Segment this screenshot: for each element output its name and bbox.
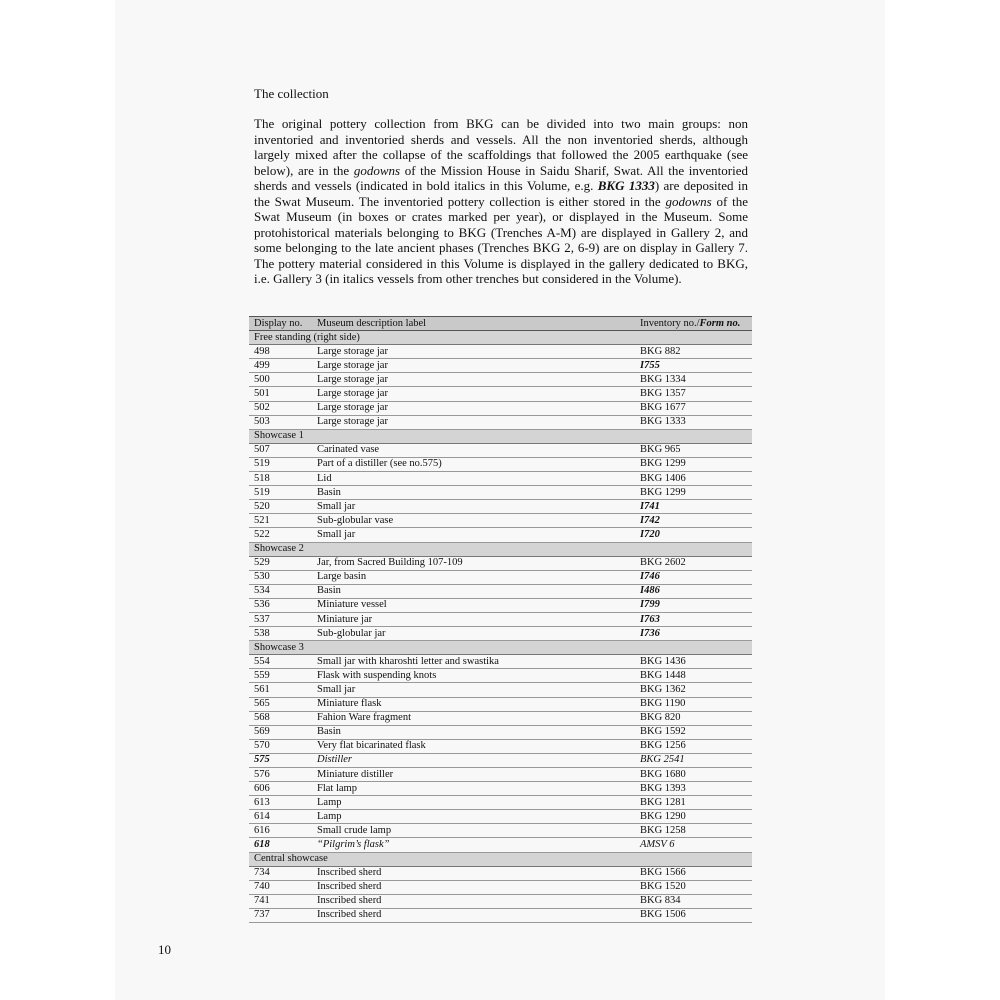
table-row xyxy=(249,697,752,711)
table-row xyxy=(249,838,752,852)
description-cell: Large storage jar xyxy=(312,401,635,415)
table-row xyxy=(249,598,752,612)
display-no-cell: 561 xyxy=(249,683,312,697)
display-no-cell: 575 xyxy=(249,753,312,767)
inventory-no-cell: BKG 1258 xyxy=(635,824,752,838)
description-cell: Miniature jar xyxy=(312,612,635,626)
table-row xyxy=(249,739,752,753)
display-no-cell: 521 xyxy=(249,514,312,528)
table-row xyxy=(249,500,752,514)
table-row xyxy=(249,866,752,880)
table-row xyxy=(249,753,752,767)
description-cell: Flat lamp xyxy=(312,782,635,796)
inventory-no-cell: BKG 2541 xyxy=(635,753,752,767)
description-cell: Lamp xyxy=(312,810,635,824)
header-museum-label: Museum description label xyxy=(312,317,635,331)
inventory-no-cell: I746 xyxy=(635,570,752,584)
description-cell: Very flat bicarinated flask xyxy=(312,739,635,753)
inventory-no-cell: BKG 1680 xyxy=(635,768,752,782)
display-no-cell: 498 xyxy=(249,345,312,359)
inventory-no-cell: BKG 1281 xyxy=(635,796,752,810)
header-inventory-text: Inventory no./ xyxy=(640,317,700,329)
group-title: Showcase 2 xyxy=(249,542,752,556)
table-row xyxy=(249,768,752,782)
para-text-4: of the Swat Museum (in boxes or crates marked per year), or displayed in the Museum. Some protohistorical materials belonging to BKG (Trenches A-M) are displayed in Gallery 2, and some belonging to the late ancient phases (Trenches BKG 2, 6-9) are on display in Gallery 7. The pottery material considered in this Volume is displayed in the gallery dedicated to BKG, i.e. Gallery 3 (in italics vessels from other trenches but considered in the Volume). xyxy=(254,193,749,286)
table-row xyxy=(249,711,752,725)
para-italic-godowns-2: godowns xyxy=(665,193,712,209)
table-group-row xyxy=(249,641,752,655)
group-title: Showcase 1 xyxy=(249,429,752,443)
para-text-2: of the Mission House in Saidu Sharif, Swat. All the inventoried sherds and vessels (indicated in bold italics in this Volume, e.g. xyxy=(254,162,748,193)
table-row xyxy=(249,387,752,401)
table-row xyxy=(249,810,752,824)
header-display-no: Display no. xyxy=(249,317,312,331)
table-row xyxy=(249,796,752,810)
table-group-row xyxy=(249,331,752,345)
description-cell: Flask with suspending knots xyxy=(312,669,635,683)
description-cell: Small jar xyxy=(312,683,635,697)
inventory-no-cell: BKG 1677 xyxy=(635,401,752,415)
inventory-no-cell: BKG 1256 xyxy=(635,739,752,753)
display-no-cell: 606 xyxy=(249,782,312,796)
description-cell: Sub-globular jar xyxy=(312,627,635,641)
display-no-cell: 522 xyxy=(249,528,312,542)
display-no-cell: 569 xyxy=(249,725,312,739)
display-no-cell: 559 xyxy=(249,669,312,683)
inventory-no-cell: BKG 1290 xyxy=(635,810,752,824)
inventory-no-cell: BKG 834 xyxy=(635,894,752,908)
description-cell: Miniature vessel xyxy=(312,598,635,612)
description-cell: Carinated vase xyxy=(312,443,635,457)
description-cell: Large storage jar xyxy=(312,359,635,373)
display-no-cell: 734 xyxy=(249,866,312,880)
inventory-no-cell: BKG 1448 xyxy=(635,669,752,683)
table-row xyxy=(249,514,752,528)
table-body xyxy=(249,331,752,923)
description-cell: Inscribed sherd xyxy=(312,880,635,894)
description-cell: Small jar xyxy=(312,528,635,542)
inventory-no-cell: BKG 965 xyxy=(635,443,752,457)
inventory-no-cell: BKG 1506 xyxy=(635,908,752,922)
table-row xyxy=(249,443,752,457)
table-group-row xyxy=(249,429,752,443)
inventory-no-cell: I799 xyxy=(635,598,752,612)
display-no-cell: 618 xyxy=(249,838,312,852)
description-cell: “Pilgrim’s flask” xyxy=(312,838,635,852)
display-no-cell: 501 xyxy=(249,387,312,401)
description-cell: Miniature flask xyxy=(312,697,635,711)
inventory-no-cell: BKG 1333 xyxy=(635,415,752,429)
display-no-cell: 518 xyxy=(249,472,312,486)
inventory-no-cell: BKG 882 xyxy=(635,345,752,359)
display-no-cell: 613 xyxy=(249,796,312,810)
intro-paragraph xyxy=(254,116,748,287)
description-cell: Large basin xyxy=(312,570,635,584)
table-group-row xyxy=(249,852,752,866)
description-cell: Fahion Ware fragment xyxy=(312,711,635,725)
display-no-cell: 740 xyxy=(249,880,312,894)
table-row xyxy=(249,655,752,669)
display-no-cell: 565 xyxy=(249,697,312,711)
inventory-no-cell: BKG 1406 xyxy=(635,472,752,486)
table-row xyxy=(249,627,752,641)
header-inventory-no xyxy=(635,317,752,331)
inventory-no-cell: BKG 1592 xyxy=(635,725,752,739)
inventory-no-cell: BKG 1362 xyxy=(635,683,752,697)
description-cell: Inscribed sherd xyxy=(312,866,635,880)
description-cell: Basin xyxy=(312,486,635,500)
table-row xyxy=(249,345,752,359)
display-no-cell: 616 xyxy=(249,824,312,838)
inventory-no-cell: BKG 1566 xyxy=(635,866,752,880)
display-no-cell: 538 xyxy=(249,627,312,641)
table-row xyxy=(249,584,752,598)
table-row xyxy=(249,528,752,542)
inventory-no-cell: BKG 1436 xyxy=(635,655,752,669)
display-no-cell: 576 xyxy=(249,768,312,782)
inventory-no-cell: BKG 1299 xyxy=(635,457,752,471)
inventory-no-cell: I720 xyxy=(635,528,752,542)
para-bold-italic-example: BKG 1333 xyxy=(597,178,655,193)
display-no-cell: 614 xyxy=(249,810,312,824)
header-form-text: Form no. xyxy=(699,317,741,329)
inventory-no-cell: I763 xyxy=(635,612,752,626)
inventory-no-cell: I755 xyxy=(635,359,752,373)
group-title: Central showcase xyxy=(249,852,752,866)
description-cell: Large storage jar xyxy=(312,373,635,387)
description-cell: Inscribed sherd xyxy=(312,894,635,908)
table-row xyxy=(249,415,752,429)
table-row xyxy=(249,782,752,796)
table-row xyxy=(249,894,752,908)
display-no-cell: 568 xyxy=(249,711,312,725)
display-table xyxy=(249,316,752,923)
section-heading: The collection xyxy=(254,86,329,101)
table-row xyxy=(249,570,752,584)
description-cell: Lid xyxy=(312,472,635,486)
table-row xyxy=(249,373,752,387)
inventory-no-cell: BKG 820 xyxy=(635,711,752,725)
display-no-cell: 507 xyxy=(249,443,312,457)
description-cell: Distiller xyxy=(312,753,635,767)
description-cell: Small jar xyxy=(312,500,635,514)
display-no-cell: 502 xyxy=(249,401,312,415)
display-no-cell: 503 xyxy=(249,415,312,429)
page-number: 10 xyxy=(158,942,171,957)
table-row xyxy=(249,612,752,626)
table-row xyxy=(249,824,752,838)
table-row xyxy=(249,683,752,697)
table-row xyxy=(249,359,752,373)
para-text-3: ) are deposited in the Swat Museum. The inventoried pottery collection is either stored in the xyxy=(254,178,748,209)
inventory-no-cell: BKG 1299 xyxy=(635,486,752,500)
inventory-no-cell: I742 xyxy=(635,514,752,528)
description-cell: Part of a distiller (see no.575) xyxy=(312,457,635,471)
inventory-no-cell: I736 xyxy=(635,627,752,641)
inventory-no-cell: BKG 1520 xyxy=(635,880,752,894)
display-no-cell: 537 xyxy=(249,612,312,626)
para-text-1: The original pottery collection from BKG can be divided into two main groups: non inventoried and inventoried sherds and vessels. All the non inventoried sherds, although largely mixed after the collapse of the scaffoldings that followed the 2005 earthquake (see below), are in the xyxy=(254,116,748,178)
inventory-no-cell: BKG 1393 xyxy=(635,782,752,796)
display-no-cell: 741 xyxy=(249,894,312,908)
description-cell: Miniature distiller xyxy=(312,768,635,782)
inventory-no-cell: BKG 2602 xyxy=(635,556,752,570)
description-cell: Large storage jar xyxy=(312,415,635,429)
table-row xyxy=(249,669,752,683)
table-row xyxy=(249,908,752,922)
table-row xyxy=(249,486,752,500)
description-cell: Basin xyxy=(312,584,635,598)
description-cell: Large storage jar xyxy=(312,387,635,401)
description-cell: Small crude lamp xyxy=(312,824,635,838)
table-row xyxy=(249,401,752,415)
inventory-no-cell: I486 xyxy=(635,584,752,598)
description-cell: Jar, from Sacred Building 107-109 xyxy=(312,556,635,570)
display-no-cell: 554 xyxy=(249,655,312,669)
display-no-cell: 520 xyxy=(249,500,312,514)
group-title: Free standing (right side) xyxy=(249,331,752,345)
display-no-cell: 519 xyxy=(249,486,312,500)
display-no-cell: 530 xyxy=(249,570,312,584)
display-no-cell: 500 xyxy=(249,373,312,387)
inventory-no-cell: AMSV 6 xyxy=(635,838,752,852)
table-header-row xyxy=(249,317,752,331)
table-row xyxy=(249,556,752,570)
description-cell: Large storage jar xyxy=(312,345,635,359)
description-cell: Basin xyxy=(312,725,635,739)
group-title: Showcase 3 xyxy=(249,641,752,655)
display-no-cell: 499 xyxy=(249,359,312,373)
description-cell: Lamp xyxy=(312,796,635,810)
display-no-cell: 529 xyxy=(249,556,312,570)
table-row xyxy=(249,472,752,486)
display-no-cell: 534 xyxy=(249,584,312,598)
para-italic-godowns-1: godowns xyxy=(353,162,401,178)
display-no-cell: 570 xyxy=(249,739,312,753)
description-cell: Small jar with kharoshti letter and swastika xyxy=(312,655,635,669)
inventory-no-cell: I741 xyxy=(635,500,752,514)
display-no-cell: 519 xyxy=(249,457,312,471)
description-cell: Sub-globular vase xyxy=(312,514,635,528)
table-row xyxy=(249,457,752,471)
description-cell: Inscribed sherd xyxy=(312,908,635,922)
table-row xyxy=(249,725,752,739)
inventory-no-cell: BKG 1190 xyxy=(635,697,752,711)
inventory-no-cell: BKG 1357 xyxy=(635,387,752,401)
display-no-cell: 737 xyxy=(249,908,312,922)
display-no-cell: 536 xyxy=(249,598,312,612)
table-group-row xyxy=(249,542,752,556)
inventory-no-cell: BKG 1334 xyxy=(635,373,752,387)
table-row xyxy=(249,880,752,894)
